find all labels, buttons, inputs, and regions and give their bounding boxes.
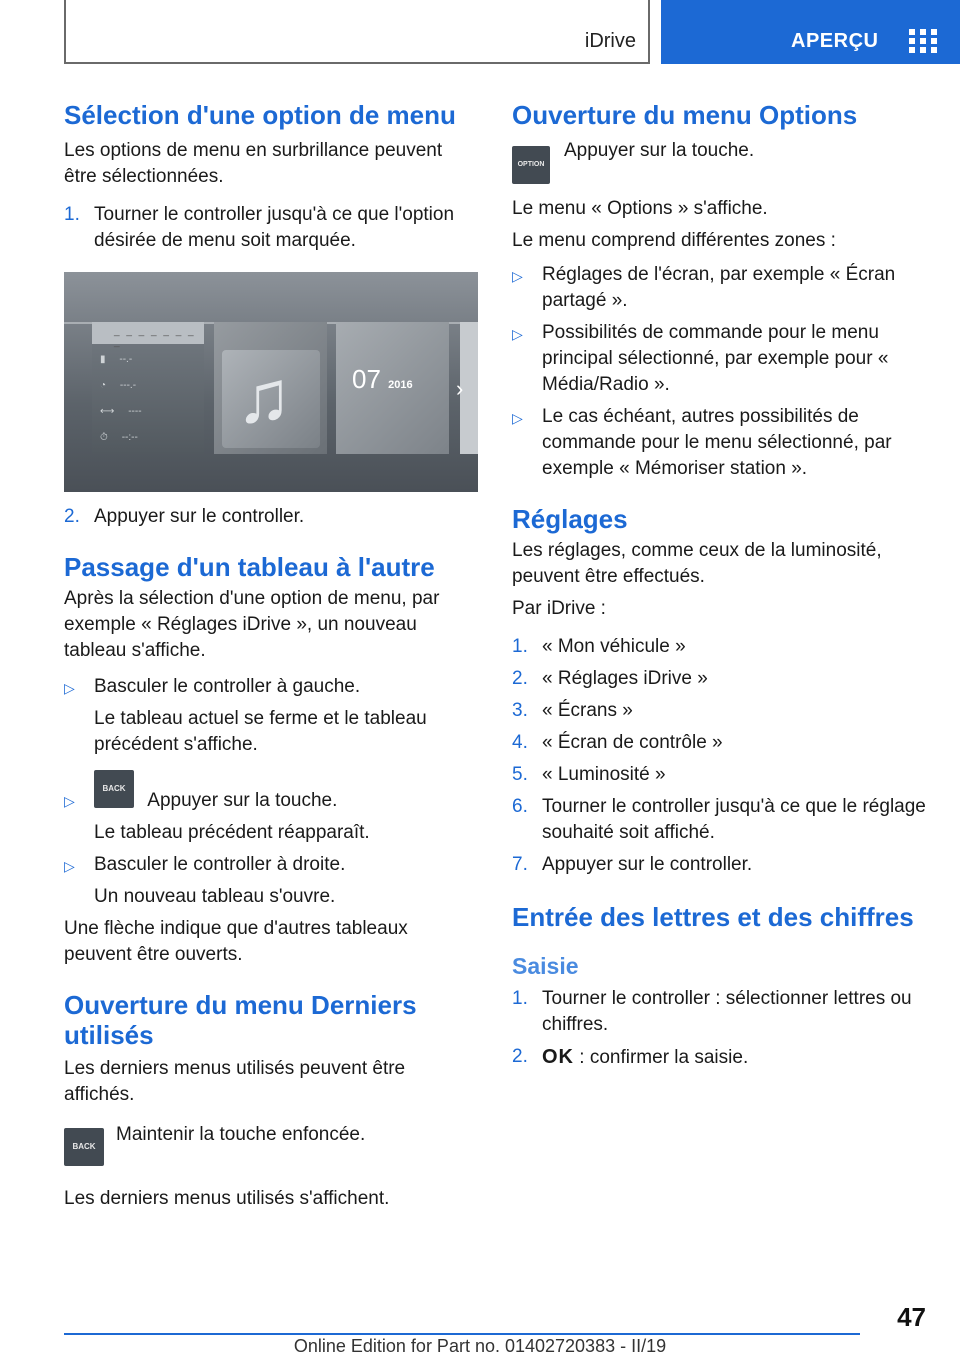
step-number: 6. <box>512 796 528 817</box>
step-number: 7. <box>512 854 528 875</box>
press-text: Appuyer sur la touche. <box>564 140 755 161</box>
bullet-detail: Le tableau actuel se ferme et le tableau précédent s'affiche. <box>94 708 427 755</box>
list-item <box>512 262 926 314</box>
paragraph: Une flèche indique que d'autres tableaux peuvent être ouverts. <box>64 918 408 965</box>
hold-back-instruction <box>64 1122 478 1178</box>
list-item <box>64 852 478 878</box>
triangle-bullet-icon: ▷ <box>512 410 523 426</box>
bullet-detail: Un nouveau tableau s'ouvre. <box>94 886 336 907</box>
idrive-screen-image <box>64 272 478 492</box>
heading-options-menu: Ouverture du menu Options <box>512 100 858 130</box>
list-item <box>64 674 478 700</box>
paragraph: Les réglages, comme ceux de la luminosité, peuvent être effectués. <box>512 540 882 587</box>
paragraph: Les options de menu en surbrillance peuvent être sélectionnées. <box>64 140 443 187</box>
step-text: « Réglages iDrive » <box>542 668 708 689</box>
list-item <box>512 666 926 692</box>
heading-recent-menu: Ouverture du menu Derniers utilisés <box>64 990 417 1050</box>
header-section-box <box>64 0 650 64</box>
step-number: 1. <box>64 204 80 225</box>
subheading-input: Saisie <box>512 953 579 979</box>
paragraph: Les derniers menus utilisés peuvent être affichés. <box>64 1058 406 1105</box>
triangle-bullet-icon: ▷ <box>64 793 75 809</box>
paragraph: Les derniers menus utilisés s'affichent. <box>64 1188 390 1209</box>
step-text: « Écran de contrôle » <box>542 732 723 753</box>
step-text: Tourner le controller jusqu'à ce que le réglage souhaité soit affiché. <box>542 796 926 843</box>
paragraph: Après la sélection d'une option de menu, par exemple « Réglages iDrive », un nouveau tableau s'affiche. <box>64 588 440 661</box>
bullet-text: Possibilités de commande pour le menu principal sélectionné, par exemple pour « Média/Radio ». <box>542 322 889 395</box>
step-number: 3. <box>512 700 528 721</box>
step-text: Appuyer sur le controller. <box>542 854 753 875</box>
bullet-text: Appuyer sur la touche. <box>147 790 338 811</box>
heading-letters-digits: Entrée des lettres et des chiffres <box>512 902 914 932</box>
music-note-icon: ♫ <box>236 355 292 438</box>
back-button-icon: BACK <box>64 1128 104 1166</box>
bullet-text: Basculer le controller à gauche. <box>94 676 361 697</box>
left-column <box>64 100 478 1212</box>
list-item <box>512 320 926 398</box>
footer-divider <box>64 1333 860 1335</box>
right-column <box>512 100 926 1071</box>
option-press-instruction <box>512 142 926 188</box>
triangle-bullet-icon: ▷ <box>512 326 523 342</box>
step-text: « Luminosité » <box>542 764 666 785</box>
list-item <box>512 852 926 878</box>
header-chapter-title: APERÇU <box>791 30 879 52</box>
back-button-icon: BACK <box>94 770 134 808</box>
option-button-icon: OPTION <box>512 146 550 184</box>
footer-edition: Online Edition for Part no. 01402720383 - II/19 <box>293 1336 667 1356</box>
screen-date-year: 2016 <box>388 379 413 391</box>
step-number: 2. <box>512 668 528 689</box>
step-number: 1. <box>512 988 528 1009</box>
list-item <box>64 770 478 814</box>
step-number: 2. <box>512 1046 528 1067</box>
bullet-detail: Le tableau précédent réapparaît. <box>94 822 370 843</box>
bullet-text: Réglages de l'écran, par exemple « Écran partagé ». <box>542 264 896 311</box>
list-item <box>512 794 926 846</box>
list-item <box>512 404 926 482</box>
bullet-text: Basculer le controller à droite. <box>94 854 346 875</box>
list-item <box>64 202 478 254</box>
chevron-right-icon: › <box>456 376 464 401</box>
screen-panel-calendar <box>336 322 449 454</box>
screen-panel-vehicle: _ _ _ _ _ _ _ _ ▮ --.- ◔ ---.- ⟷ ---- ⏱ --:-- <box>92 322 204 454</box>
step-number: 5. <box>512 764 528 785</box>
step-text: Tourner le controller : sélectionner lettres ou chiffres. <box>542 988 912 1035</box>
list-item <box>64 504 478 530</box>
screen-date-day: 07 <box>352 364 381 394</box>
triangle-bullet-icon: ▷ <box>512 268 523 284</box>
step-text: : confirmer la saisie. <box>579 1047 749 1068</box>
paragraph: Le menu « Options » s'affiche. <box>512 198 768 219</box>
header-section-title: iDrive <box>584 30 636 52</box>
header-chapter-box <box>661 0 960 64</box>
grid-menu-icon <box>909 29 937 53</box>
step-text: « Écrans » <box>542 700 633 721</box>
step-number: 4. <box>512 732 528 753</box>
heading-switch-panel: Passage d'un tableau à l'autre <box>64 552 435 582</box>
ok-icon: OK <box>542 1046 574 1068</box>
bullet-text: Le cas échéant, autres possibilités de commande pour le menu sélectionné, par exemple « Mémoriser station ». <box>542 406 892 479</box>
list-item <box>512 986 926 1038</box>
list-item <box>512 762 926 788</box>
screen-panel-media <box>214 322 327 454</box>
list-item <box>512 698 926 724</box>
heading-menu-option: Sélection d'une option de menu <box>64 100 456 130</box>
list-item <box>512 634 926 660</box>
step-text: « Mon véhicule » <box>542 636 686 657</box>
heading-settings: Réglages <box>512 504 628 534</box>
step-text: Tourner le controller jusqu'à ce que l'option désirée de menu soit marquée. <box>94 204 455 251</box>
triangle-bullet-icon: ▷ <box>64 858 75 874</box>
paragraph: Par iDrive : <box>512 598 606 619</box>
page-number: 47 <box>897 1302 926 1332</box>
triangle-bullet-icon: ▷ <box>64 680 75 696</box>
hold-text: Maintenir la touche enfoncée. <box>116 1124 366 1145</box>
step-number: 1. <box>512 636 528 657</box>
step-text: Appuyer sur le controller. <box>94 506 305 527</box>
list-item <box>512 1044 926 1071</box>
paragraph: Le menu comprend différentes zones : <box>512 230 836 251</box>
step-number: 2. <box>64 506 80 527</box>
list-item <box>512 730 926 756</box>
